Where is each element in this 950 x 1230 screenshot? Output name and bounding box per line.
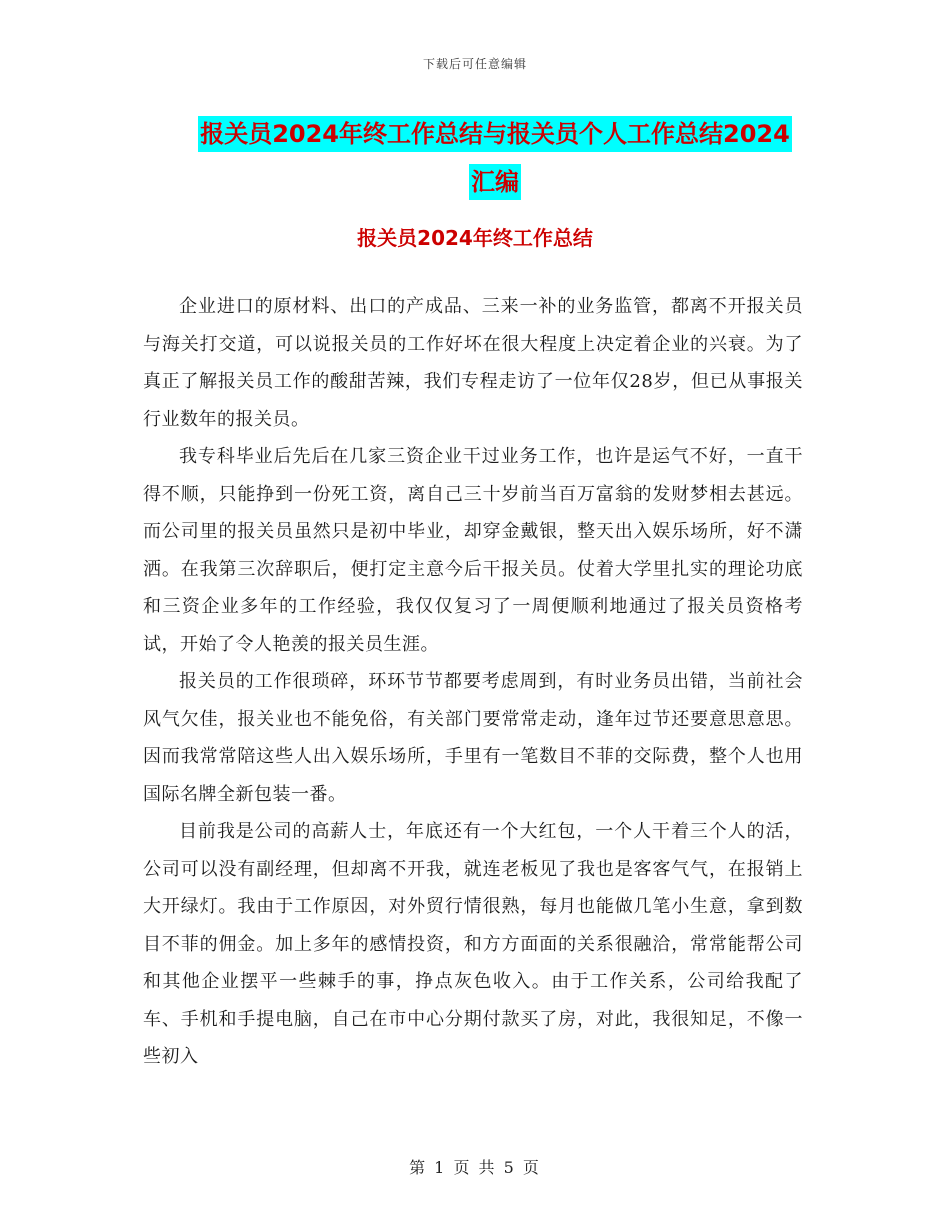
- document-title: [160, 110, 830, 206]
- paragraph-2: 我专科毕业后先后在几家三资企业干过业务工作，也许是运气不好，一直干得不顺，只能挣到一份死工资，离自己三十岁前当百万富翁的发财梦相去甚远。而公司里的报关员虽然只是初中毕业，却穿金戴银，整天出入娱乐场所，好不潇洒。在我第三次辞职后，便打定主意今后干报关员。仗着大学里扎实的理论功底和三资企业多年的工作经验，我仅仅复习了一周便顺利地通过了报关员资格考试，开始了令人艳羡的报关员生涯。: [143, 446, 803, 655]
- page-header: 下载后可任意编辑: [422, 57, 527, 71]
- document-title-line-1: 报关员2024年终工作总结与报关员个人工作总结2024: [198, 116, 792, 152]
- paragraph-3: 报关员的工作很琐碎，环环节节都要考虑周到，有时业务员出错，当前社会风气欠佳，报关业也不能免俗，有关部门要常常走动，逢年过节还要意思意思。因而我常常陪这些人出入娱乐场所，手里有一笔数目不菲的交际费，整个人也用国际名牌全新包装一番。: [143, 671, 803, 805]
- paragraph-1: 企业进口的原材料、出口的产成品、三来一补的业务监管，都离不开报关员与海关打交道，可以说报关员的工作好坏在很大程度上决定着企业的兴衰。为了真正了解报关员工作的酸甜苦辣，我们专程走访了一位年仅28岁，但已从事报关行业数年的报关员。: [143, 296, 803, 430]
- page-footer: 第 1 页 共 5 页: [409, 1158, 541, 1177]
- section-title: 报关员2024年终工作总结: [357, 226, 593, 250]
- paragraph-4: 目前我是公司的高薪人士，年底还有一个大红包，一个人干着三个人的活，公司可以没有副经理，但却离不开我，就连老板见了我也是客客气气，在报销上大开绿灯。我由于工作原因，对外贸行情很熟，每月也能做几笔小生意，拿到数目不菲的佣金。加上多年的感情投资，和方方面面的关系很融洽，常常能帮公司和其他企业摆平一些棘手的事，挣点灰色收入。由于工作关系，公司给我配了车、手机和手提电脑，自己在市中心分期付款买了房，对此，我很知足，不像一些初入: [143, 821, 803, 1067]
- document-body: [143, 288, 803, 1076]
- document-title-line-2: 汇编: [469, 164, 521, 200]
